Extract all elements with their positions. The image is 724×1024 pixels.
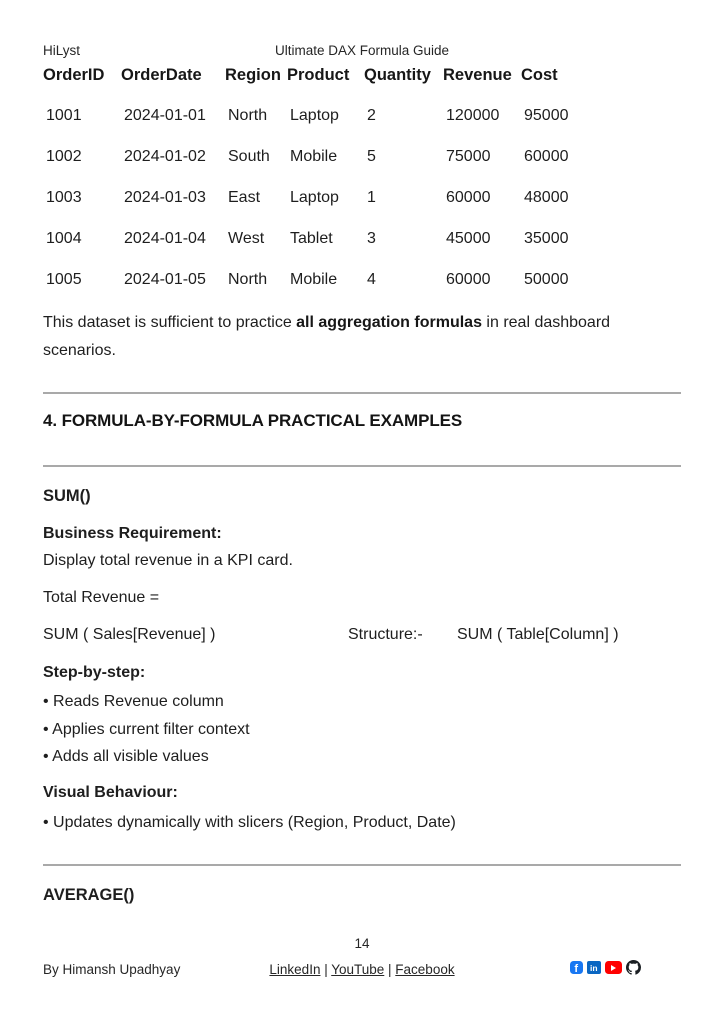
sum-function-title: SUM() <box>43 487 91 505</box>
divider <box>43 465 681 467</box>
page-footer <box>43 956 681 980</box>
structure-label: Structure:- <box>348 626 423 643</box>
table-cell: 2024-01-01 <box>124 107 206 124</box>
steps-list <box>43 688 681 771</box>
column-header: Region <box>225 66 281 84</box>
structure-formula: SUM ( Table[Column] ) <box>457 626 619 643</box>
table-cell: South <box>228 148 270 165</box>
average-function-title: AVERAGE() <box>43 886 135 904</box>
brand-name: HiLyst <box>43 43 81 58</box>
table-cell: Laptop <box>290 189 339 206</box>
link-separator: | <box>320 962 332 977</box>
social-icons <box>570 960 642 975</box>
measure-intro: Total Revenue = <box>43 589 160 606</box>
column-header: Product <box>287 66 350 84</box>
table-cell: 50000 <box>524 271 569 288</box>
table-cell: 45000 <box>446 230 491 247</box>
sum-formula: SUM ( Sales[Revenue] ) <box>43 626 216 643</box>
column-header: Cost <box>521 66 558 84</box>
play-glyph <box>611 965 616 971</box>
table-cell: 3 <box>367 230 376 247</box>
facebook-icon[interactable]: f <box>570 961 584 975</box>
column-header: OrderID <box>43 66 105 84</box>
table-cell: 4 <box>367 271 376 288</box>
youtube-icon[interactable] <box>605 961 623 974</box>
divider <box>43 392 681 394</box>
table-cell: 48000 <box>524 189 569 206</box>
table-cell: 60000 <box>446 189 491 206</box>
table-cell: Mobile <box>290 148 338 165</box>
table-cell: West <box>228 230 265 247</box>
bullet-item: • Updates dynamically with slicers (Region, Product, Date) <box>43 814 456 831</box>
bullet-item: • Adds all visible values <box>43 748 209 766</box>
table-cell: 95000 <box>524 107 569 124</box>
column-header: Revenue <box>443 66 512 84</box>
table-cell: 60000 <box>524 148 569 165</box>
table-cell: 5 <box>367 148 376 165</box>
formula-row <box>43 625 681 645</box>
table-cell: Laptop <box>290 107 339 124</box>
visual-behaviour-label: Visual Behaviour: <box>43 784 178 801</box>
footer-link-facebook[interactable]: Facebook <box>395 962 455 977</box>
visual-behaviour-list <box>43 809 681 837</box>
table-cell: 2024-01-03 <box>124 189 206 206</box>
page-number: 14 <box>354 936 370 951</box>
footer-link-youtube[interactable]: YouTube <box>331 962 385 977</box>
note-text-bold: all aggregation formulas <box>296 314 482 331</box>
note-text-after: in real dashboard scenarios. <box>43 314 611 359</box>
table-cell: 2024-01-05 <box>124 271 206 288</box>
table-cell: East <box>228 189 261 206</box>
table-cell: 60000 <box>446 271 491 288</box>
table-cell: North <box>228 271 268 288</box>
business-requirement-label: Business Requirement: <box>43 525 222 542</box>
github-icon[interactable] <box>626 960 641 975</box>
column-header: OrderDate <box>121 66 202 84</box>
link-separator: | <box>384 962 396 977</box>
table-cell: 75000 <box>446 148 491 165</box>
steps-label: Step-by-step: <box>43 664 146 681</box>
divider <box>43 864 681 866</box>
column-header: Quantity <box>364 66 431 84</box>
dataset-note <box>43 309 618 364</box>
dataset-table <box>43 66 681 312</box>
footer-link-linkedin[interactable]: LinkedIn <box>269 962 321 977</box>
running-header <box>43 43 681 60</box>
bullet-item: • Applies current filter context <box>43 720 250 738</box>
table-cell: 1001 <box>46 107 82 124</box>
bullet-item: • Reads Revenue column <box>43 693 224 710</box>
document-title: Ultimate DAX Formula Guide <box>274 43 450 58</box>
table-cell: Tablet <box>290 230 333 247</box>
table-cell: 1002 <box>46 148 82 165</box>
table-cell: 1003 <box>46 189 82 206</box>
table-cell: 35000 <box>524 230 569 247</box>
table-cell: 2 <box>367 107 376 124</box>
author-credit: By Himansh Upadhyay <box>43 962 181 977</box>
table-cell: Mobile <box>290 271 338 288</box>
note-text-before: This dataset is sufficient to practice <box>43 314 297 331</box>
table-cell: 2024-01-02 <box>124 148 206 165</box>
table-cell: 120000 <box>446 107 500 124</box>
table-cell: North <box>228 107 268 124</box>
table-cell: 1 <box>367 189 376 206</box>
linkedin-icon[interactable]: in <box>587 961 601 975</box>
table-cell: 2024-01-04 <box>124 230 206 247</box>
table-cell: 1005 <box>46 271 82 288</box>
section-heading: 4. FORMULA-BY-FORMULA PRACTICAL EXAMPLES <box>43 411 463 430</box>
business-requirement-text: Display total revenue in a KPI card. <box>43 552 293 569</box>
table-cell: 1004 <box>46 230 82 247</box>
